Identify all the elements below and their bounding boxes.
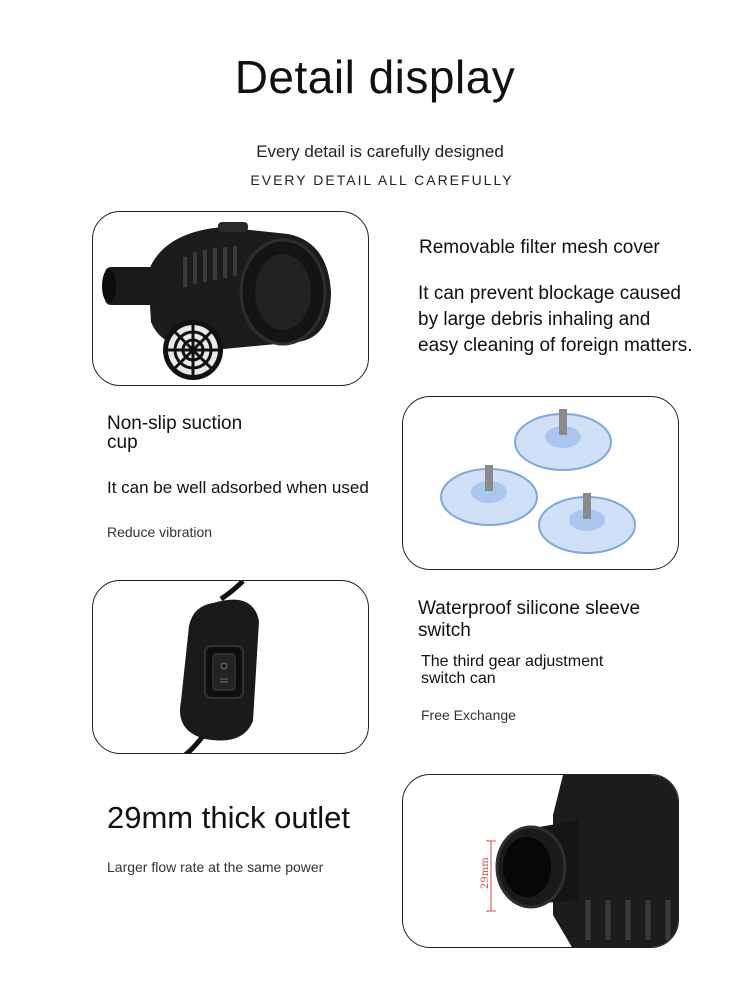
- switch-note: Free Exchange: [421, 707, 516, 723]
- switch-image-card: [92, 580, 369, 754]
- switch-heading-line-2: switch: [418, 620, 471, 641]
- suction-cup-heading: [107, 414, 242, 452]
- outlet-image-card: [402, 774, 679, 948]
- suction-cup-2: [441, 465, 537, 525]
- pump-filter-image: [93, 212, 369, 386]
- filter-mesh-line-2: by large debris inhaling and: [418, 309, 651, 330]
- suction-cup-heading-line-1: Non-slip suction: [107, 413, 243, 434]
- outlet-description: Larger flow rate at the same power: [107, 859, 324, 875]
- filter-mesh-line-3: easy cleaning of foreign matters.: [418, 335, 693, 356]
- filter-mesh-heading: Removable filter mesh cover: [419, 237, 660, 258]
- switch-description-line-1: The third gear adjustment: [421, 653, 604, 670]
- filter-mesh-image-card: [92, 211, 369, 386]
- switch-description: [421, 653, 603, 687]
- switch-heading: [418, 598, 640, 642]
- outlet-image: [403, 775, 679, 948]
- filter-mesh-line-1: It can prevent blockage caused: [418, 283, 682, 304]
- suction-cup-description: It can be well adsorbed when used: [107, 478, 369, 497]
- page-subtitle-caps: EVERY DETAIL ALL CAREFULLY: [250, 172, 514, 188]
- suction-cup-3: [539, 493, 635, 553]
- outlet-heading: 29mm thick outlet: [107, 800, 350, 835]
- filter-mesh-description: [418, 281, 693, 359]
- suction-cup-heading-line-2: cup: [107, 432, 138, 453]
- switch-heading-line-1: Waterproof silicone sleeve: [418, 598, 641, 619]
- suction-cups-image: [403, 397, 679, 570]
- switch-image: [93, 581, 369, 754]
- page-subtitle: Every detail is carefully designed: [256, 142, 504, 161]
- page-title: Detail display: [234, 51, 516, 103]
- suction-cup-1: [515, 409, 611, 470]
- suction-cup-image-card: [402, 396, 679, 570]
- suction-cup-note: Reduce vibration: [107, 524, 213, 540]
- switch-description-line-2: switch can: [421, 670, 496, 687]
- outlet-dimension-label: 29mm: [480, 857, 491, 889]
